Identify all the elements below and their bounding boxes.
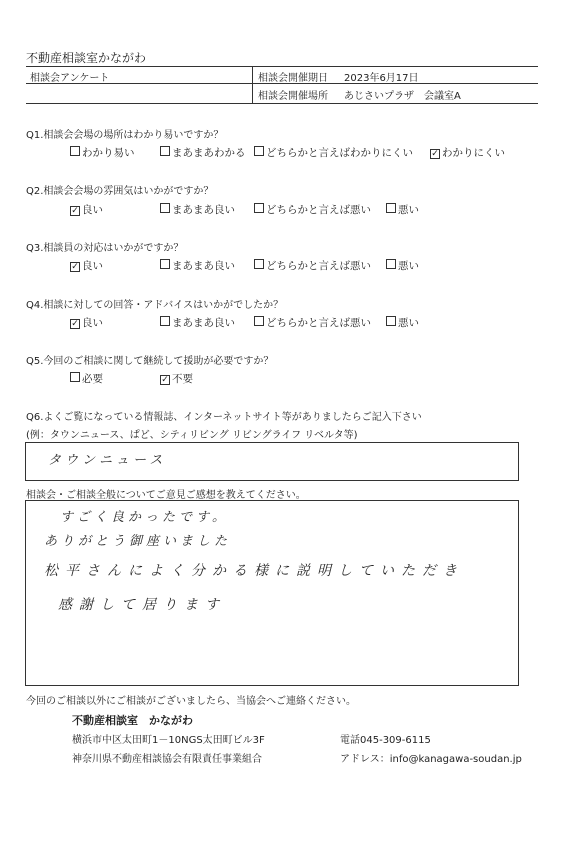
footer-association: 神奈川県不動産相談協会有限責任事業組合 xyxy=(72,754,262,765)
checkbox[interactable] xyxy=(160,203,170,213)
q4-option-3[interactable]: どちらかと言えば悪い xyxy=(254,315,371,330)
date-value: 2023年6月17日 xyxy=(344,73,419,84)
q5-option-1[interactable]: 必要 xyxy=(70,371,103,386)
comment-line-4: 感謝して居ります xyxy=(58,597,226,613)
header-divider-vertical xyxy=(252,66,253,104)
checkbox[interactable] xyxy=(160,316,170,326)
q4-option-1[interactable]: ✓ 良い xyxy=(71,317,103,329)
checkbox[interactable] xyxy=(386,203,396,213)
comments-box[interactable] xyxy=(25,500,519,686)
q6-handwritten-answer: タウンニュース xyxy=(48,453,167,468)
q3-option-4[interactable]: 悪い xyxy=(386,258,419,273)
question-6: Q6.よくご覧になっている情報誌、インターネットサイト等がありましたらご記入下さい xyxy=(26,412,422,423)
checkbox[interactable] xyxy=(70,372,80,382)
q1-option-3[interactable]: どちらかと言えばわかりにくい xyxy=(254,145,413,160)
q4-option-2[interactable]: まあまあ良い xyxy=(160,315,235,330)
question-5: Q5.今回のご相談に関して継続して援助が必要ですか？ xyxy=(26,356,274,367)
comment-line-1: すごく良かったです。 xyxy=(60,510,229,525)
header-divider-middle xyxy=(26,83,538,84)
q2-option-1[interactable]: ✓ 良い xyxy=(71,204,103,216)
venue-value: あじさいプラザ 会議室A xyxy=(344,91,461,102)
q1-option-4[interactable]: ✓ わかりにくい xyxy=(431,147,505,159)
org-title: 不動産相談室かながわ xyxy=(26,51,147,65)
q3-option-3[interactable]: どちらかと言えば悪い xyxy=(254,258,371,273)
footer-phone: 電話045-309-6115 xyxy=(340,735,431,746)
checkbox[interactable] xyxy=(386,259,396,269)
checkbox-checked[interactable]: ✓ xyxy=(71,262,79,272)
checkbox-checked[interactable]: ✓ xyxy=(431,149,439,159)
checkbox[interactable] xyxy=(254,146,264,156)
footer-org-name: 不動産相談室 かながわ xyxy=(72,714,193,727)
checkbox[interactable] xyxy=(254,259,264,269)
checkbox[interactable] xyxy=(386,316,396,326)
footer-email: アドレス：info@kanagawa-soudan.jp xyxy=(340,754,522,765)
checkbox[interactable] xyxy=(160,259,170,269)
survey-label: 相談会アンケート xyxy=(30,73,110,84)
checkbox[interactable] xyxy=(160,146,170,156)
q2-option-4[interactable]: 悪い xyxy=(386,202,419,217)
venue-label: 相談会開催場所 xyxy=(258,91,328,102)
checkbox-checked[interactable]: ✓ xyxy=(71,319,79,329)
question-1: Q1.相談会会場の場所はわかり易いですか？ xyxy=(26,130,224,141)
question-2: Q2.相談会会場の雰囲気はいかがですか？ xyxy=(26,186,214,197)
checkbox[interactable] xyxy=(254,203,264,213)
q2-option-2[interactable]: まあまあ良い xyxy=(160,202,235,217)
header-divider-bottom xyxy=(26,103,538,104)
q1-option-2[interactable]: まあまあわかる xyxy=(160,145,246,160)
q1-option-1[interactable]: わかり易い xyxy=(70,145,135,160)
question-3: Q3.相談員の対応はいかがですか？ xyxy=(26,243,184,254)
header-divider-top xyxy=(26,66,538,67)
q5-option-2[interactable]: ✓ 不要 xyxy=(161,373,193,385)
question-4: Q4.相談に対しての回答・アドバイスはいかがでしたか？ xyxy=(26,300,284,311)
checkbox-checked[interactable]: ✓ xyxy=(161,375,169,385)
comment-line-3: 松平さんによく分かる様に説明していただき xyxy=(44,563,464,579)
checkbox[interactable] xyxy=(70,146,80,156)
footer-notice: 今回のご相談以外にご相談がございましたら、当協会へご連絡ください。 xyxy=(26,696,356,707)
q3-option-2[interactable]: まあまあ良い xyxy=(160,258,235,273)
checkbox-checked[interactable]: ✓ xyxy=(71,206,79,216)
q4-option-4[interactable]: 悪い xyxy=(386,315,419,330)
q2-option-3[interactable]: どちらかと言えば悪い xyxy=(254,202,371,217)
comment-line-2: ありがとう御座いました xyxy=(44,534,232,549)
date-label: 相談会開催期日 xyxy=(258,73,328,84)
q3-option-1[interactable]: ✓ 良い xyxy=(71,260,103,272)
comments-label: 相談会・ご相談全般についてご意見ご感想を教えてください。 xyxy=(26,490,306,501)
question-6-example: (例：タウンニュース、ぱど、シティリビング リビングライフ リベルタ等) xyxy=(26,430,358,441)
footer-address: 横浜市中区太田町1－10NGS太田町ビル3F xyxy=(72,735,265,746)
checkbox[interactable] xyxy=(254,316,264,326)
